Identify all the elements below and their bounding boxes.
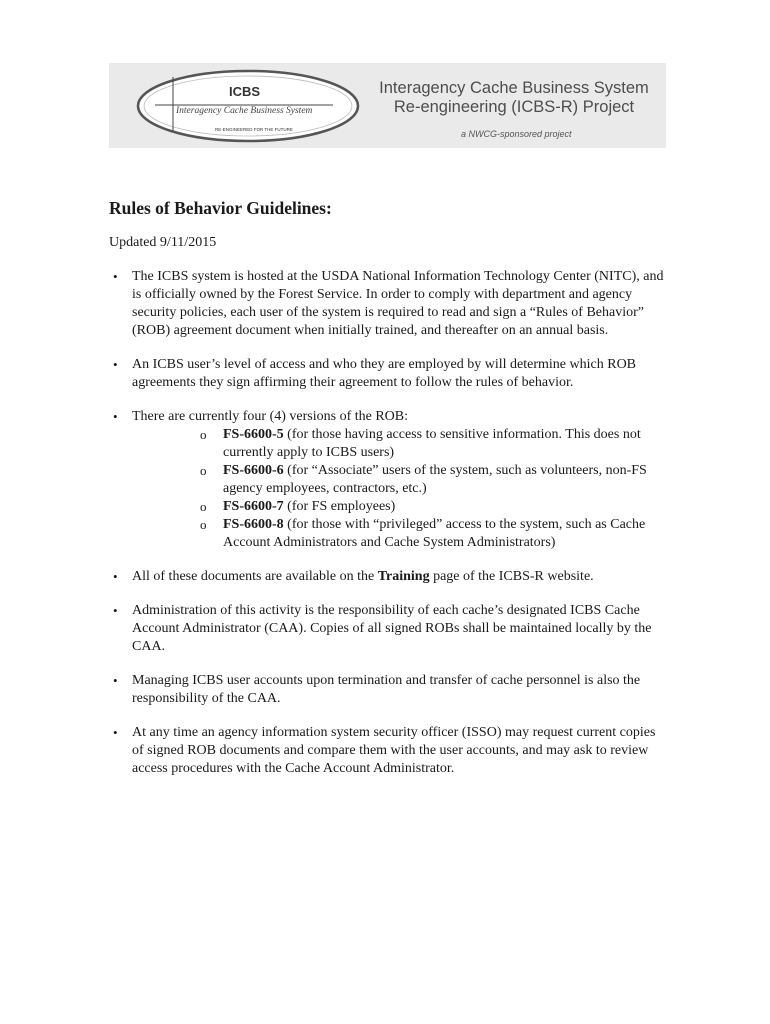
form-description: (for those having access to sensitive information. This does not currently apply to ICBS users): [223, 427, 641, 460]
list-item: [109, 672, 669, 708]
form-description: (for “Associate” users of the system, such as volunteers, non-FS agency employees, contractors, etc.): [223, 463, 647, 496]
bullet-icon: •: [113, 673, 118, 688]
form-code: FS-6600-7: [223, 499, 284, 514]
banner-subtitle: a NWCG-sponsored project: [461, 129, 572, 139]
list-item-text: Administration of this activity is the responsibility of each cache’s designated ICBS Cache Account Administrator (CAA). Copies of all signed ROBs shall be maintained locally by the CAA.: [132, 603, 652, 654]
list-item: [109, 356, 669, 392]
bullet-icon: •: [113, 725, 118, 740]
bullet-icon: •: [113, 357, 118, 372]
form-description: (for those with “privileged” access to the system, such as Cache Account Administrators and Cache System Administrators): [223, 517, 646, 550]
form-code: FS-6600-5: [223, 427, 284, 442]
list-item: [109, 408, 669, 552]
form-description: (for FS employees): [283, 499, 396, 514]
sub-bullet-icon: o: [200, 499, 207, 514]
list-item-text: Managing ICBS user accounts upon termination and transfer of cache personnel is also the responsibility of the CAA.: [132, 673, 641, 706]
bullet-icon: •: [113, 409, 118, 424]
form-code: FS-6600-8: [223, 517, 284, 532]
bullet-icon: •: [113, 269, 118, 284]
logo-text: ICBS: [229, 84, 261, 99]
logo-subtitle: Interagency Cache Business System: [176, 106, 313, 116]
page-title: Rules of Behavior Guidelines:: [109, 198, 332, 218]
icbs-logo: [133, 67, 363, 145]
list-item: [109, 568, 669, 586]
list-item: [109, 602, 669, 656]
rob-versions-list: [132, 426, 669, 552]
list-item-text: The ICBS system is hosted at the USDA National Information Technology Center (NITC), and is officially owned by the Forest Service. In order to comply with department and agency security policies, each user of the system is required to read and sign a “Rules of Behavior” (ROB) agreement document when initially trained, and thereafter on an annual basis.: [132, 269, 664, 338]
guidelines-list: [109, 268, 669, 778]
sub-bullet-icon: o: [200, 463, 207, 478]
banner-title-line1: Interagency Cache Business System: [379, 79, 649, 97]
bullet-icon: •: [113, 603, 118, 618]
sub-list-item: [200, 498, 669, 516]
list-item: [109, 724, 669, 778]
sub-bullet-icon: o: [200, 517, 207, 532]
header-banner: [109, 63, 666, 148]
list-item-text: page of the ICBS-R website.: [429, 569, 594, 584]
form-code: FS-6600-6: [223, 463, 284, 478]
list-item-text: An ICBS user’s level of access and who they are employed by will determine which ROB agreements they sign affirming their agreement to follow the rules of behavior.: [132, 357, 637, 390]
banner-title: [379, 79, 649, 117]
list-item: [109, 268, 669, 340]
sub-bullet-icon: o: [200, 427, 207, 442]
training-page-reference: Training: [377, 569, 430, 584]
list-item-text: At any time an agency information system security officer (ISSO) may request current copies of signed ROB documents and compare them with the user accounts, and may ask to review access procedures with the Cache Account Administrator.: [132, 725, 656, 776]
sub-list-item: [200, 426, 669, 462]
logo-tagline: Re-Engineered for the Future: [215, 127, 293, 132]
sub-list-item: [200, 516, 669, 552]
sub-list-item: [200, 462, 669, 498]
list-item-text: All of these documents are available on the: [132, 569, 378, 584]
document-body: [109, 196, 669, 794]
list-item-text: There are currently four (4) versions of the ROB:: [132, 409, 409, 424]
banner-title-line2: Re-engineering (ICBS-R) Project: [393, 98, 635, 116]
bullet-icon: •: [113, 569, 118, 584]
updated-date: Updated 9/11/2015: [109, 235, 217, 250]
